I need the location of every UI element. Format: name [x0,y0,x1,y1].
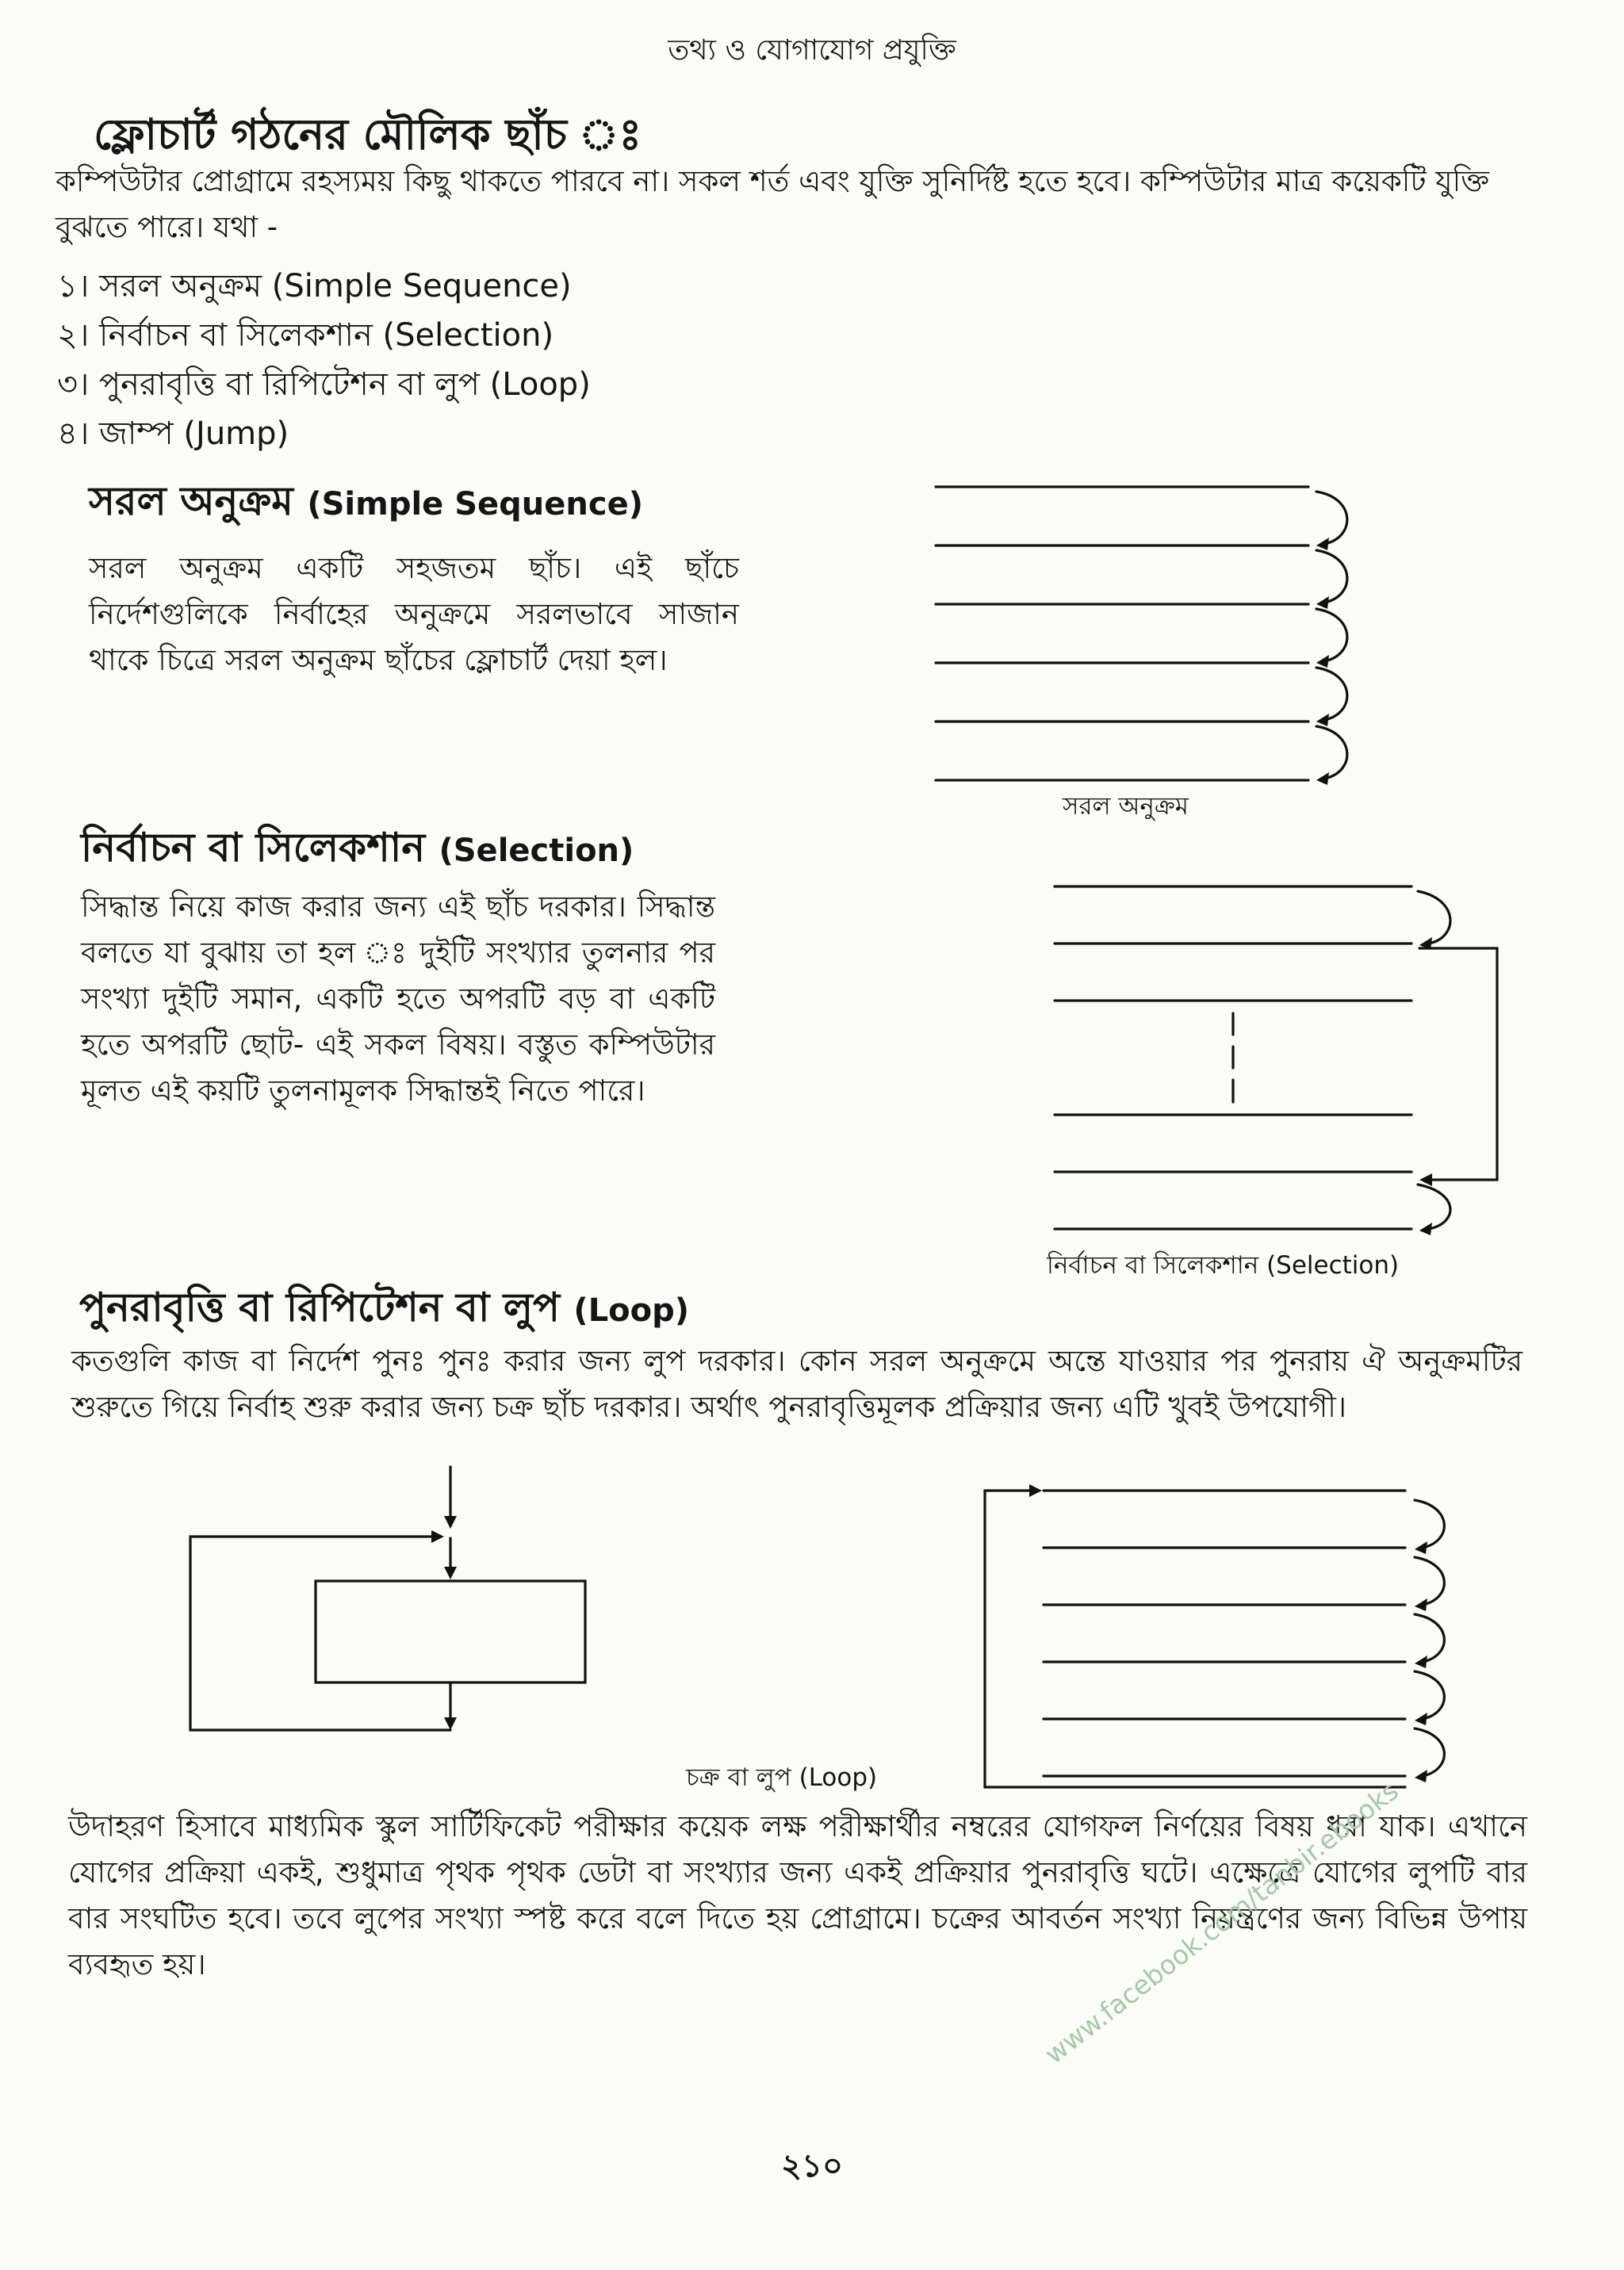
loop-paragraph: কতগুলি কাজ বা নির্দেশ পুনঃ পুনঃ করার জন্য লুপ দরকার। কোন সরল অনুক্রমে অন্তে যাওয়ার পর পুনরায় ঐ অনুক্রমটির শুরুতে গিয়ে নির্বাহ শুরু করার জন্য চক্র ছাঁচ দরকার। অর্থাৎ পুনরাবৃত্তিমূলক প্রক্রিয়ার জন্য এটি খুবই উপযোগী। [71,1344,1522,1424]
sequence-heading-en: (Simple Sequence) [307,486,643,523]
sequence-caption: সরল অনুক্রম [1063,792,1189,821]
page-header: তথ্য ও যোগাযোগ প্রযুক্তি [668,34,956,67]
simple-sequence-diagram [912,468,1372,809]
loop-heading-en: (Loop) [573,1292,690,1329]
list-item: ৪। জাম্প (Jump) [57,415,289,452]
loop-caption: চক্র বা লুপ (Loop) [686,1763,878,1792]
loop-flowchart [182,1467,595,1768]
list-item: ৩। পুনরাবৃত্তি বা রিপিটেশন বা লুপ (Loop) [57,366,591,403]
loop-sequence-diagram [977,1475,1484,1808]
watermark: www.facebook.com/tanbir.ebooks [1039,1774,1404,2070]
list-item: ১। সরল অনুক্রম (Simple Sequence) [57,268,572,304]
page-number: ২১০ [781,2148,843,2184]
sequence-heading-bn: সরল অনুক্রম [89,478,293,524]
intro-paragraph: কম্পিউটার প্রোগ্রামে রহস্যময় কিছু থাকতে পারবে না। সকল শর্ত এবং যুক্তি সুনির্দিষ্ট হতে হবে। কম্পিউটার মাত্র কয়েকটি যুক্তি বুঝতে পারে। যথা - [56,164,1490,244]
selection-heading [81,818,634,884]
example-paragraph: উদাহরণ হিসাবে মাধ্যমিক স্কুল সার্টিফিকেট পরীক্ষার কয়েক লক্ষ পরীক্ষার্থীর নম্বরের যোগফল নির্ণয়ের বিষয় ধরা যাক। এখানে যোগের প্রক্রিয়া একই, শুধুমাত্র পৃথক পৃথক ডেটা বা সংখ্যার জন্য একই প্রক্রিয়ার পুনরাবৃত্তি ঘটে। এক্ষেত্রে যোগের লুপটি বার বার সংঘটিত হবে। তবে লুপের সংখ্যা স্পষ্ট করে বলে দিতে হয় প্রোগ্রামে। চক্রের আবর্তন সংখ্যা নিয়ন্ত্রণের জন্য বিভিন্ন উপায় ব্যবহৃত হয়। [68,1809,1527,1981]
main-heading: ফ্লোচার্ট গঠনের মৌলিক ছাঁচ ঃ [94,109,642,159]
loop-heading [79,1278,689,1344]
list-item: ২। নির্বাচন বা সিলেকশান (Selection) [57,317,554,354]
selection-caption: নির্বাচন বা সিলেকশান (Selection) [1047,1251,1400,1280]
loop-heading-bn: পুনরাবৃত্তি বা রিপিটেশন বা লুপ [79,1284,560,1330]
selection-diagram [1039,864,1530,1261]
selection-paragraph: সিদ্ধান্ত নিয়ে কাজ করার জন্য এই ছাঁচ দরকার। সিদ্ধান্ত বলতে যা বুঝায় তা হল ঃ দুইটি সংখ্যার তুলনার পর সংখ্যা দুইটি সমান, একটি হতে অপরটি বড় বা একটি হতে অপরটি ছোট- এই সকল বিষয়। বস্তুত কম্পিউটার মূলত এই কয়টি তুলনামূলক সিদ্ধান্তই নিতে পারে। [81,890,715,1108]
selection-heading-bn: নির্বাচন বা সিলেকশান [81,825,426,871]
sequence-paragraph: সরল অনুক্রম একটি সহজতম ছাঁচ। এই ছাঁচে নির্দেশগুলিকে নির্বাহের অনুক্রমে সরলভাবে সাজান থাকে চিত্রে সরল অনুক্রম ছাঁচের ফ্লোচার্ট দেয়া হল। [89,551,739,677]
logic-list [57,262,591,458]
selection-heading-en: (Selection) [439,833,634,869]
sequence-heading [89,472,643,538]
